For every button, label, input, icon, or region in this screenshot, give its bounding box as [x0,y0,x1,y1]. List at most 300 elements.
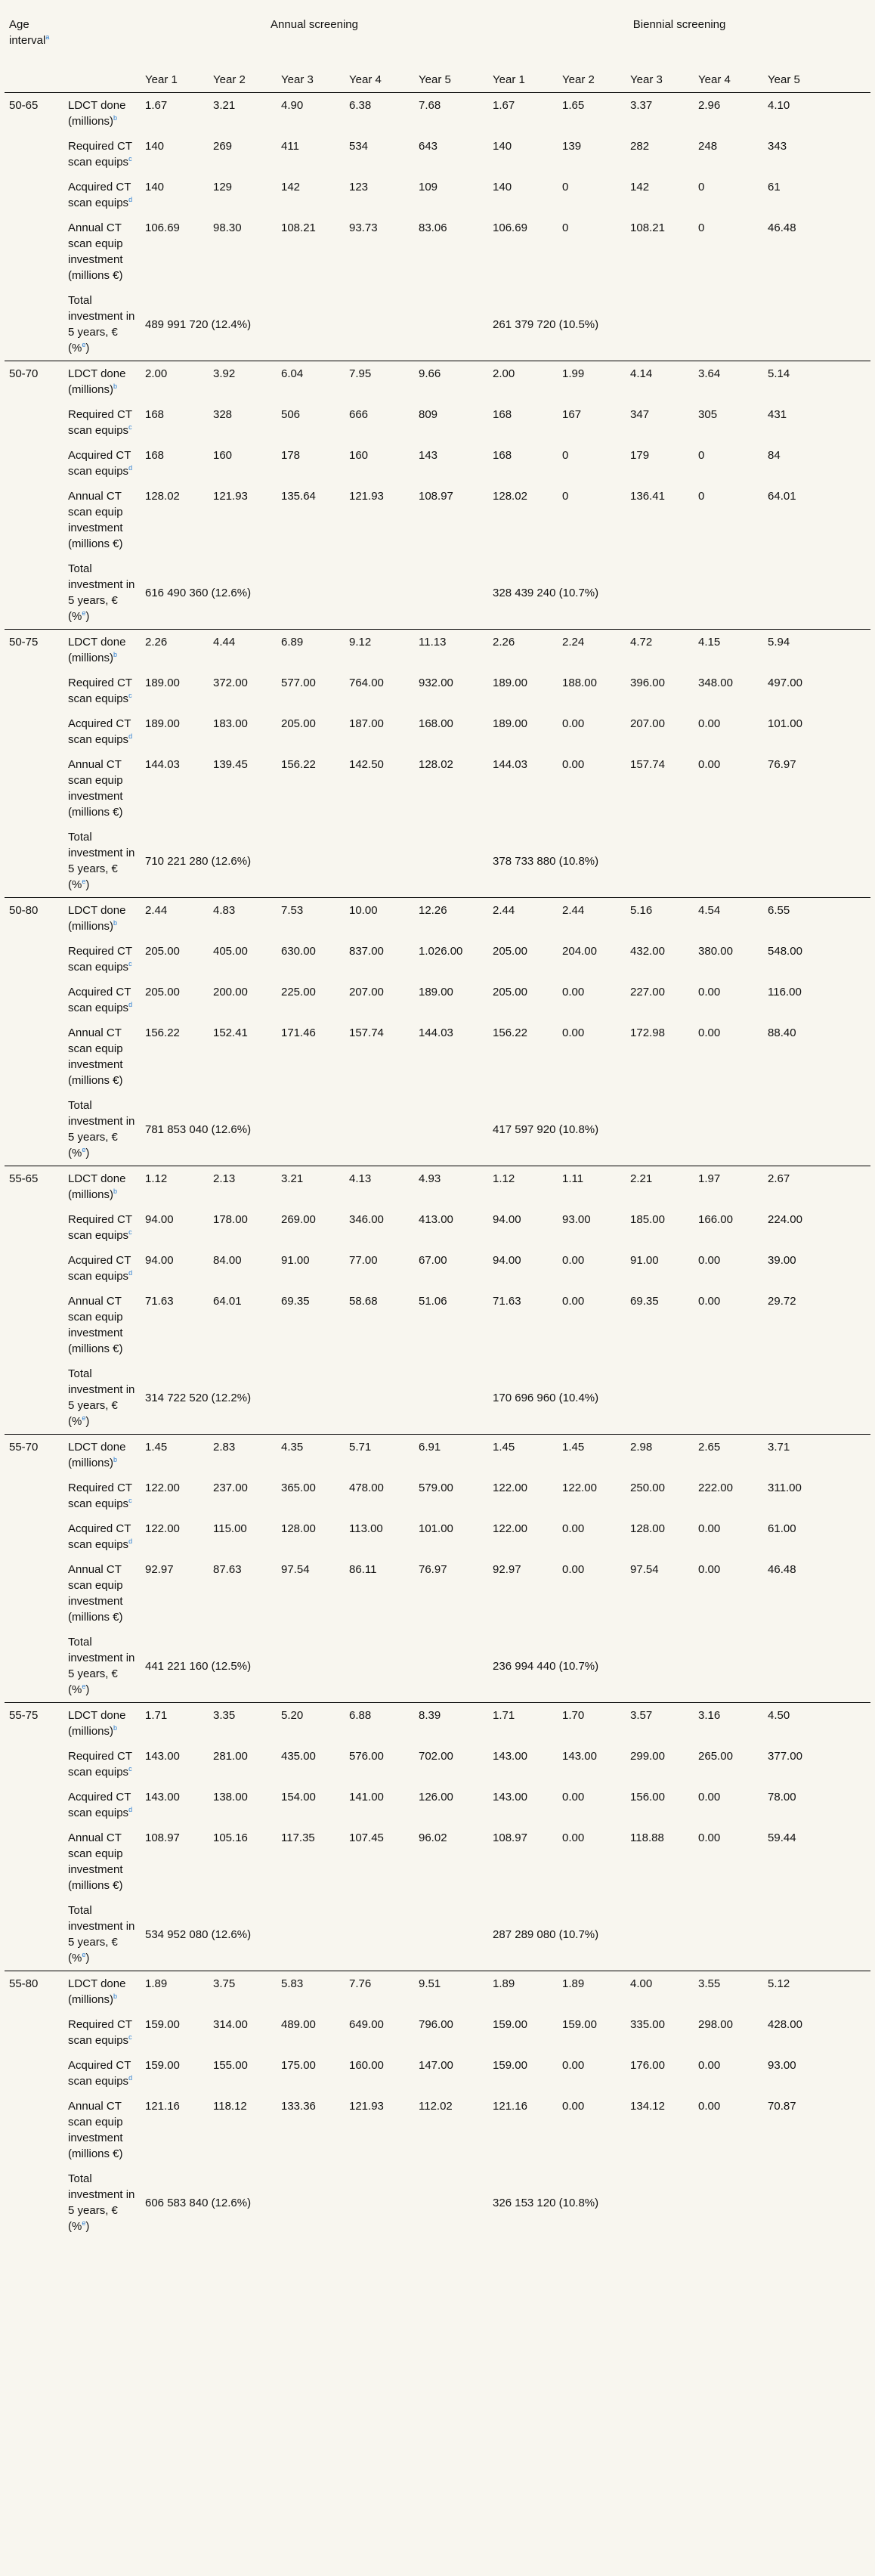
value-cell: 108.97 [493,1831,527,1844]
acquired-row [5,175,870,215]
value-cell: 176.00 [630,2059,665,2072]
value-cell: 0.00 [562,1791,585,1804]
value-cell: 6.89 [277,630,345,671]
value-cell: 265.00 [698,1750,733,1763]
value-cell: 160.00 [349,2059,384,2072]
value-cell: 76.97 [768,758,796,771]
value-cell: 118.12 [213,2100,247,2113]
total-biennial-cell: 170 696 960 (10.4%) [493,1391,599,1404]
value-cell: 6.55 [763,898,870,940]
value-cell: 204.00 [562,945,597,958]
total-biennial-cell: 328 439 240 (10.7%) [493,586,599,599]
footnote-ref[interactable]: e [82,1146,86,1153]
value-cell: 189.00 [145,717,180,730]
value-cell: 282 [630,140,650,153]
value-cell: 1.45 [488,1435,558,1476]
value-cell: 4.00 [626,1971,694,2013]
row-label [63,670,141,711]
footnote-ref[interactable]: c [128,1497,132,1504]
value-cell: 83.06 [419,221,447,234]
value-cell: 154.00 [281,1791,316,1804]
value-cell: 1.97 [694,1166,763,1208]
value-cell: 0.00 [698,1831,721,1844]
row-label [63,939,141,980]
value-cell: 3.21 [277,1166,345,1208]
value-cell: 46.48 [768,221,796,234]
value-cell: 88.40 [768,1026,796,1039]
value-cell: 108.21 [281,221,316,234]
value-cell: 183.00 [213,717,248,730]
value-cell: 7.76 [345,1971,414,2013]
value-cell: 64.01 [213,1295,242,1308]
value-cell: 112.02 [419,2100,453,2113]
acquired-row [5,443,870,484]
value-cell: 0.00 [562,717,585,730]
value-cell: 91.00 [281,1254,310,1267]
footnote-ref[interactable]: d [128,1537,133,1545]
row-label-text: Annual CT scan equip investment (millions €) [68,490,123,550]
value-cell: 3.16 [694,1703,763,1745]
value-cell: 143.00 [493,1750,527,1763]
value-cell: 142 [281,181,301,194]
value-cell: 115.00 [213,1522,247,1535]
value-cell: 269.00 [281,1213,316,1226]
value-cell: 0.00 [562,1563,585,1576]
value-cell: 156.22 [281,758,316,771]
value-cell: 0.00 [698,717,721,730]
value-cell: 142.50 [349,758,384,771]
value-cell: 9.66 [414,361,488,403]
value-cell: 159.00 [145,2059,180,2072]
footnote-ref[interactable]: d [128,1269,133,1277]
biennial-year-5-header: Year 5 [763,37,870,93]
row-label-text: Acquired CT scan equips [68,2059,131,2088]
value-cell: 0.00 [562,1295,585,1308]
footnote-ref[interactable]: b [113,1724,118,1732]
value-cell: 2.26 [141,630,209,671]
value-cell: 121.93 [349,2100,384,2113]
row-label-text: Total investment in 5 years, € (% [68,831,135,891]
row-label-text: Acquired CT scan equips [68,717,131,746]
value-cell: 396.00 [630,677,665,689]
footnote-ref[interactable]: b [113,382,118,390]
ldct-row [5,898,870,940]
row-label-text: Annual CT scan equip investment (millions €) [68,2100,123,2160]
value-cell: 107.45 [349,1831,384,1844]
value-cell: 0.00 [562,1522,585,1535]
value-cell: 577.00 [281,677,316,689]
required-row [5,1744,870,1785]
total-investment-row [5,288,870,361]
value-cell: 87.63 [213,1563,242,1576]
required-row [5,402,870,443]
value-cell: 128.02 [145,490,180,503]
row-label-text: Acquired CT scan equips [68,986,131,1014]
total-investment-row [5,1898,870,1971]
ldct-row [5,361,870,403]
footnote-ref[interactable]: d [128,464,133,472]
value-cell: 328 [213,408,233,421]
value-cell: 1.71 [488,1703,558,1745]
row-label-text: Required CT scan equips [68,2018,132,2047]
footnote-ref[interactable]: e [82,878,86,885]
value-cell: 94.00 [493,1254,521,1267]
value-cell: 413.00 [419,1213,453,1226]
value-cell: 143.00 [145,1750,180,1763]
value-cell: 2.21 [626,1166,694,1208]
annual-investment-row [5,2094,870,2166]
value-cell: 61 [768,181,781,194]
row-label [63,1289,141,1361]
row-label-text: Total investment in 5 years, € (% [68,2172,135,2233]
value-cell: 69.35 [630,1295,659,1308]
value-cell: 159.00 [493,2059,527,2072]
value-cell: 71.63 [493,1295,521,1308]
annual-investment-row [5,1825,870,1898]
footnote-ref[interactable]: d [128,1001,133,1008]
header-row-years [5,37,870,93]
value-cell: 207.00 [630,717,665,730]
value-cell: 106.69 [145,221,180,234]
row-label [63,288,141,361]
value-cell: 3.71 [763,1435,870,1476]
value-cell: 0.00 [698,1295,721,1308]
total-annual-cell: 781 853 040 (12.6%) [145,1122,252,1136]
value-cell: 0 [698,490,705,503]
footnote-ref[interactable]: c [128,1765,132,1773]
value-cell: 4.14 [626,361,694,403]
row-label [63,1785,141,1825]
value-cell: 2.44 [558,898,626,940]
value-cell: 157.74 [630,758,665,771]
row-label [63,93,141,135]
value-cell: 497.00 [768,677,802,689]
value-cell: 128.00 [281,1522,316,1535]
value-cell: 147.00 [419,2059,453,2072]
total-investment-row [5,556,870,630]
value-cell: 167 [562,408,582,421]
value-cell: 8.39 [414,1703,488,1745]
row-label-text: Annual CT scan equip investment (millions €) [68,1026,123,1087]
row-label-text: Total investment in 5 years, € (% [68,294,135,355]
value-cell: 5.16 [626,898,694,940]
value-cell: 171.46 [281,1026,316,1039]
value-cell: 122.00 [562,1482,597,1494]
row-label [63,443,141,484]
value-cell: 1.99 [558,361,626,403]
value-cell: 128.02 [493,490,527,503]
row-label-text: Total investment in 5 years, € (% [68,1904,135,1965]
row-label-close: ) [85,1683,90,1696]
value-cell: 1.67 [141,93,209,135]
value-cell: 101.00 [419,1522,453,1535]
value-cell: 5.94 [763,630,870,671]
footnote-ref[interactable]: e [82,609,86,617]
row-label [63,215,141,288]
value-cell: 113.00 [349,1522,383,1535]
value-cell: 3.37 [626,93,694,135]
row-label-close: ) [85,1952,90,1965]
value-cell: 0.00 [698,2100,721,2113]
value-cell: 6.91 [414,1435,488,1476]
value-cell: 76.97 [419,1563,447,1576]
value-cell: 168 [145,449,165,462]
value-cell: 4.54 [694,898,763,940]
value-cell: 0.00 [698,1026,721,1039]
value-cell: 126.00 [419,1791,453,1804]
value-cell: 92.97 [145,1563,174,1576]
value-cell: 0 [562,221,569,234]
value-cell: 122.00 [493,1522,527,1535]
value-cell: 346.00 [349,1213,384,1226]
age-interval-cell: 50-75 [5,630,63,898]
value-cell: 0.00 [698,758,721,771]
footnote-ref[interactable]: c [128,1228,132,1236]
row-label-text: Acquired CT scan equips [68,1254,131,1283]
value-cell: 101.00 [768,717,802,730]
row-label-text: Required CT scan equips [68,1482,132,1510]
footnote-ref[interactable]: e [82,1414,86,1422]
row-label [63,2166,141,2239]
ldct-row [5,1166,870,1208]
total-annual-cell: 616 490 360 (12.6%) [145,586,252,599]
value-cell: 172.98 [630,1026,665,1039]
value-cell: 108.97 [145,1831,180,1844]
row-label [63,1703,141,1745]
annual-investment-row [5,1020,870,1093]
value-cell: 156.22 [493,1026,527,1039]
value-cell: 1.89 [558,1971,626,2013]
value-cell: 4.35 [277,1435,345,1476]
acquired-row [5,2053,870,2094]
biennial-screening-header: Biennial screening [632,18,726,31]
footnote-ref[interactable]: e [82,1951,86,1958]
value-cell: 0 [698,181,705,194]
value-cell: 106.69 [493,221,527,234]
value-cell: 160 [349,449,369,462]
value-cell: 121.93 [349,490,384,503]
footnote-ref[interactable]: b [113,1456,118,1463]
value-cell: 97.54 [281,1563,310,1576]
value-cell: 128.02 [419,758,453,771]
age-interval-cell: 50-80 [5,898,63,1166]
value-cell: 159.00 [145,2018,180,2031]
value-cell: 0.00 [698,986,721,999]
value-cell: 305 [698,408,718,421]
biennial-year-1-header: Year 1 [488,37,558,93]
total-annual-cell: 441 221 160 (12.5%) [145,1659,252,1673]
value-cell: 0.00 [562,986,585,999]
footnote-ref[interactable]: c [128,692,132,699]
value-cell: 9.12 [345,630,414,671]
age-interval-ref[interactable]: a [45,33,50,41]
row-label-text: Required CT scan equips [68,945,132,974]
value-cell: 7.95 [345,361,414,403]
footnote-ref[interactable]: c [128,2033,132,2041]
value-cell: 178.00 [213,1213,248,1226]
row-label-close: ) [85,1147,90,1160]
footnote-ref[interactable]: d [128,1806,133,1813]
row-label-text: LDCT done (millions) [68,1172,126,1201]
footnote-ref[interactable]: b [113,1187,118,1195]
annual-screening-header: Annual screening [271,18,358,31]
value-cell: 225.00 [281,986,316,999]
value-cell: 3.75 [209,1971,277,2013]
total-investment-row [5,1361,870,1435]
value-cell: 579.00 [419,1482,453,1494]
footnote-ref[interactable]: c [128,155,132,163]
footnote-ref[interactable]: b [113,919,118,927]
value-cell: 143.00 [562,1750,597,1763]
value-cell: 160 [213,449,233,462]
value-cell: 51.06 [419,1295,447,1308]
value-cell: 1.71 [141,1703,209,1745]
row-label [63,752,141,825]
value-cell: 5.12 [763,1971,870,2013]
value-cell: 227.00 [630,986,665,999]
value-cell: 108.21 [630,221,665,234]
ldct-row [5,630,870,671]
ldct-row [5,1971,870,2013]
value-cell: 5.20 [277,1703,345,1745]
value-cell: 5.83 [277,1971,345,2013]
value-cell: 2.00 [141,361,209,403]
footnote-ref[interactable]: b [113,1992,118,2000]
value-cell: 432.00 [630,945,665,958]
row-label-text: Annual CT scan equip investment (millions €) [68,221,123,282]
value-cell: 121.16 [493,2100,527,2113]
value-cell: 168 [493,408,512,421]
row-label [63,1248,141,1289]
footnote-ref[interactable]: e [82,2219,86,2227]
footnote-ref[interactable]: e [82,341,86,348]
value-cell: 9.51 [414,1971,488,2013]
value-cell: 6.88 [345,1703,414,1745]
footnote-ref[interactable]: d [128,196,133,203]
value-cell: 67.00 [419,1254,447,1267]
value-cell: 428.00 [768,2018,802,2031]
value-cell: 0.00 [562,1254,585,1267]
value-cell: 248 [698,140,718,153]
value-cell: 6.04 [277,361,345,403]
value-cell: 140 [493,181,512,194]
row-label-close: ) [85,610,90,623]
total-investment-row [5,2166,870,2239]
annual-year-5-header: Year 5 [414,37,488,93]
value-cell: 0.00 [562,758,585,771]
value-cell: 796.00 [419,2018,453,2031]
row-label [63,175,141,215]
value-cell: 4.90 [277,93,345,135]
value-cell: 2.13 [209,1166,277,1208]
value-cell: 144.03 [419,1026,453,1039]
value-cell: 98.30 [213,221,242,234]
row-label [63,1630,141,1703]
value-cell: 764.00 [349,677,384,689]
footnote-ref[interactable]: d [128,732,133,740]
value-cell: 205.00 [145,986,180,999]
value-cell: 0.00 [562,1026,585,1039]
value-cell: 140 [493,140,512,153]
value-cell: 168.00 [419,717,453,730]
footnote-ref[interactable]: d [128,2074,133,2082]
footnote-ref[interactable]: c [128,423,132,431]
value-cell: 0 [698,221,705,234]
annual-year-4-header: Year 4 [345,37,414,93]
row-label [63,825,141,898]
value-cell: 159.00 [562,2018,597,2031]
biennial-year-3-header: Year 3 [626,37,694,93]
value-cell: 69.35 [281,1295,310,1308]
value-cell: 46.48 [768,1563,796,1576]
total-investment-row [5,825,870,898]
value-cell: 159.00 [493,2018,527,2031]
value-cell: 4.15 [694,630,763,671]
row-label-text: Total investment in 5 years, € (% [68,1099,135,1160]
value-cell: 534 [349,140,369,153]
value-cell: 92.97 [493,1563,521,1576]
row-label-text: Total investment in 5 years, € (% [68,562,135,623]
value-cell: 121.93 [213,490,248,503]
ldct-row [5,1703,870,1745]
value-cell: 1.12 [141,1166,209,1208]
value-cell: 6.38 [345,93,414,135]
value-cell: 314.00 [213,2018,248,2031]
total-investment-row [5,1630,870,1703]
row-label [63,1744,141,1785]
row-label-text: LDCT done (millions) [68,904,126,933]
value-cell: 58.68 [349,1295,378,1308]
value-cell: 377.00 [768,1750,802,1763]
value-cell: 478.00 [349,1482,384,1494]
value-cell: 136.41 [630,490,665,503]
age-interval-cell: 55-70 [5,1435,63,1703]
row-label [63,556,141,630]
value-cell: 11.13 [414,630,488,671]
footnote-ref[interactable]: b [113,651,118,658]
value-cell: 143.00 [493,1791,527,1804]
value-cell: 1.12 [488,1166,558,1208]
value-cell: 347 [630,408,650,421]
value-cell: 179 [630,449,650,462]
age-interval-cell: 55-65 [5,1166,63,1435]
value-cell: 372.00 [213,677,248,689]
value-cell: 0.00 [698,1563,721,1576]
annual-investment-row [5,1289,870,1361]
row-label [63,2053,141,2094]
value-cell: 189.00 [493,717,527,730]
value-cell: 2.65 [694,1435,763,1476]
value-cell: 3.57 [626,1703,694,1745]
footnote-ref[interactable]: b [113,114,118,122]
total-biennial-cell: 287 289 080 (10.7%) [493,1927,599,1941]
value-cell: 39.00 [768,1254,796,1267]
value-cell: 144.03 [493,758,527,771]
value-cell: 0 [562,490,569,503]
value-cell: 0 [562,449,569,462]
footnote-ref[interactable]: c [128,960,132,968]
value-cell: 0.00 [698,1254,721,1267]
footnote-ref[interactable]: e [82,1683,86,1690]
value-cell: 2.67 [763,1166,870,1208]
value-cell: 1.11 [558,1166,626,1208]
total-annual-cell: 710 221 280 (12.6%) [145,854,252,868]
value-cell: 205.00 [493,945,527,958]
required-row [5,670,870,711]
value-cell: 1.45 [141,1435,209,1476]
value-cell: 205.00 [281,717,316,730]
value-cell: 189.00 [419,986,453,999]
